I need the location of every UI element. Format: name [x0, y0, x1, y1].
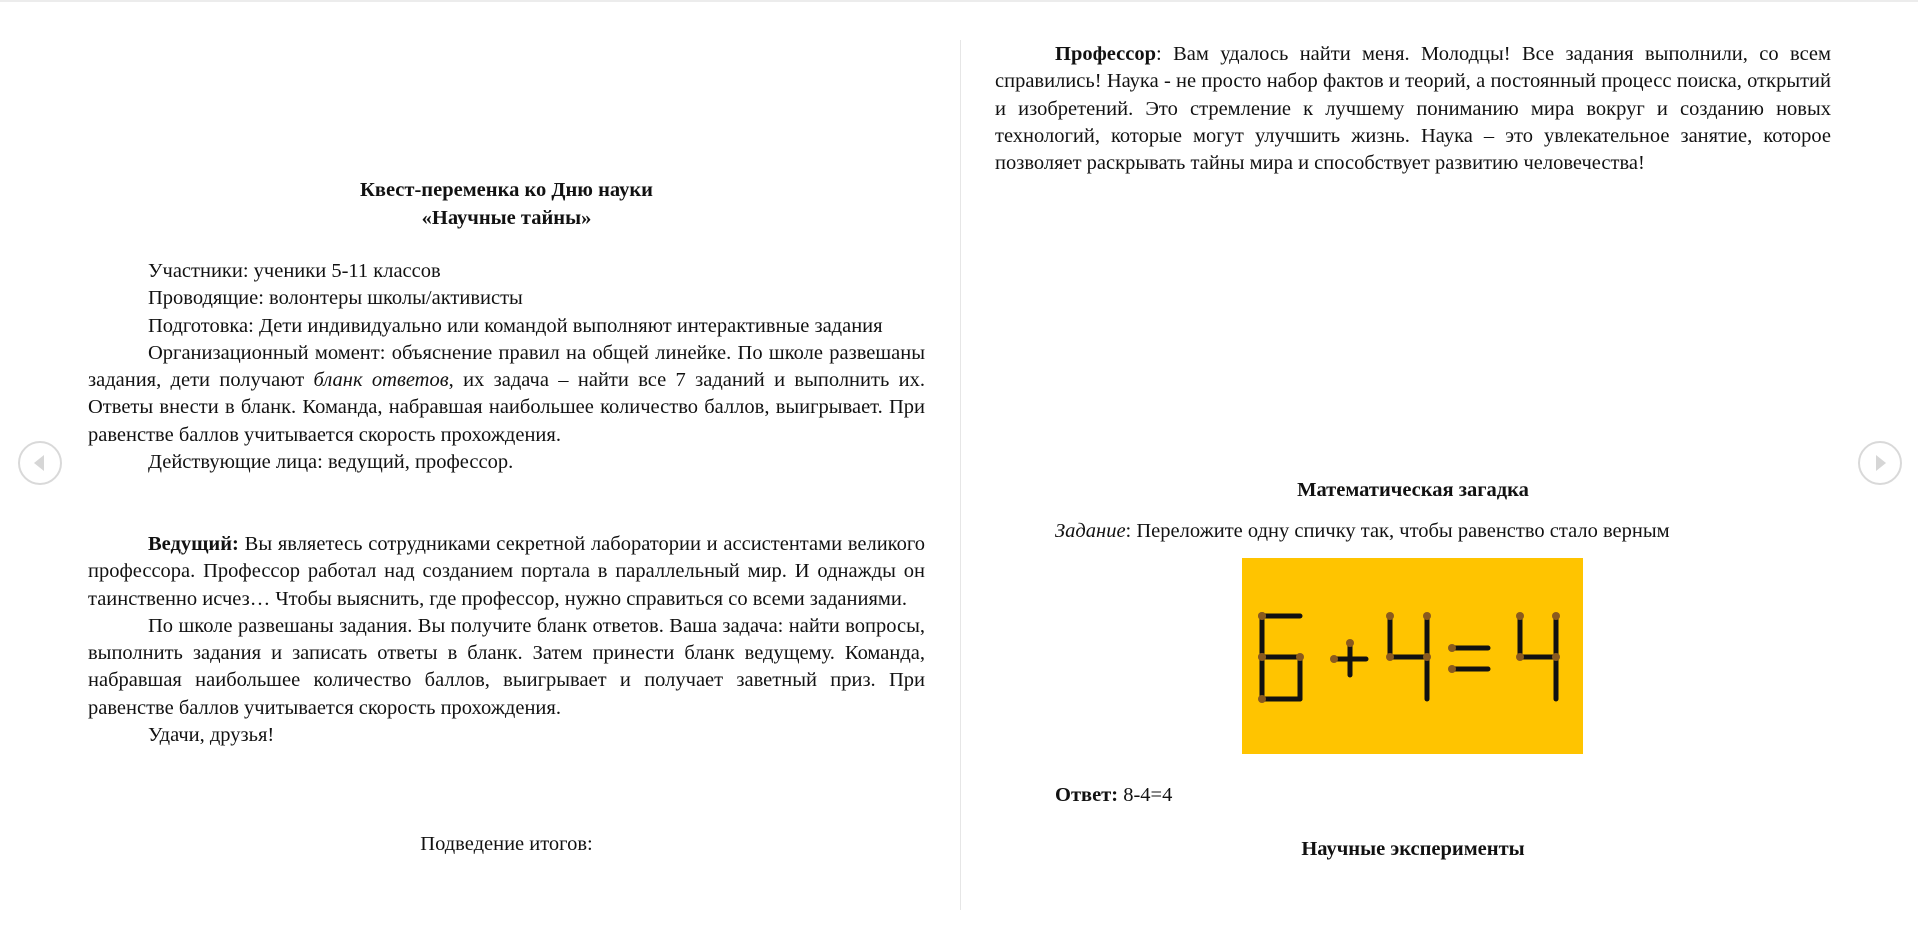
doc-title-line1: Квест-переменка ко Дню науки [360, 179, 653, 201]
chevron-left-icon [20, 443, 60, 483]
answer-sheet-term: бланк ответов [313, 369, 449, 392]
professor-paragraph [995, 41, 1831, 177]
match-head-16 [1516, 653, 1524, 661]
match-head-8 [1346, 639, 1354, 647]
match-head-12 [1423, 653, 1431, 661]
answer-label: Ответ: [1055, 784, 1119, 806]
math-riddle-heading: Математическая загадка [1297, 479, 1529, 501]
prev-page-button[interactable] [18, 441, 62, 485]
professor-text: : Вам удалось найти меня. Молодцы! Все задания выполнили, со всем справились! Наука - не просто набор фактов и теорий, а постоянный процесс поиска, открытий и изобретений. Это стремление к лучшему пониманию мира вокруг и созданию новых технологий, которые могут улучшить жизнь. Наука – это увлекательное занятие, которое позволяет раскрывать тайны мира и способствует развитию человечества! [995, 43, 1831, 175]
summary-heading: Подведение итогов: [420, 833, 593, 855]
good-luck-text: Удачи, друзья! [148, 724, 275, 747]
org-text-start: Организационный момент: объяснение правил на общей линейке. По школе развешаны задания, дети получают [88, 341, 925, 392]
match-head-5 [1258, 695, 1266, 703]
match-head-14 [1448, 665, 1456, 673]
host-paragraph [88, 531, 925, 613]
match-head-11 [1423, 612, 1431, 620]
doc-title-line2: «Научные тайны» [421, 207, 592, 229]
task-label: Задание [1055, 520, 1126, 542]
matchstick-puzzle-image [1242, 558, 1583, 754]
task-text: : Переложите одну спичку так, чтобы равенство стало верным [1125, 520, 1670, 542]
chevron-right-icon [1860, 443, 1900, 483]
org-text-end: , их задача – найти все 7 заданий и выполнить их. Ответы внести в бланк. Команда, набравшая наибольшее количество баллов, выигрывает. При равенстве баллов учитывается скорость прохождения. [88, 369, 925, 446]
match-head-2 [1258, 612, 1266, 620]
host-label: Ведущий: [148, 533, 239, 555]
experiments-heading: Научные эксперименты [1301, 838, 1525, 860]
answer-value: 8-4=4 [1118, 784, 1173, 806]
host-block [88, 531, 925, 749]
answer-paragraph [995, 782, 1831, 809]
match-head-15 [1516, 612, 1524, 620]
match-head-13 [1448, 644, 1456, 652]
task-paragraph [995, 518, 1831, 545]
preparation-text: Подготовка: Дети индивидуально или командой выполняют интерактивные задания [148, 314, 883, 337]
match-head-10 [1386, 653, 1394, 661]
match-head-6 [1296, 653, 1304, 661]
match-head-4 [1258, 653, 1266, 661]
top-border [0, 0, 1918, 2]
characters-text: Действующие лица: ведущий, профессор. [148, 451, 514, 474]
host-text: Вы являетесь сотрудниками секретной лаборатории и ассистентами великого профессора. Профессор работал над созданием портала в параллельный мир. И однажды он таинственно исчез… Чтобы выяснить, где профессор, нужно справиться со всеми заданиями. [88, 533, 925, 610]
next-page-button[interactable] [1858, 441, 1902, 485]
page-divider [960, 40, 961, 910]
match-head-9 [1386, 612, 1394, 620]
org-moment-paragraph [88, 340, 925, 449]
match-head-7 [1330, 655, 1338, 663]
hosts-text: Проводящие: волонтеры школы/активисты [148, 287, 523, 310]
match-head-17 [1552, 612, 1560, 620]
intro-block [88, 258, 925, 476]
match-head-18 [1552, 653, 1560, 661]
tasks-paragraph: По школе развешаны задания. Вы получите бланк ответов. Ваша задача: найти вопросы, выполнить задания и записать ответы в бланк. Затем принести бланк ведущему. Команда, набравшая наибольшее количество баллов, выигрывает и получает заветный приз. При равенстве баллов учитывается скорость прохождения. [88, 614, 925, 719]
participants-text: Участники: ученики 5-11 классов [148, 260, 441, 282]
professor-label: Профессор [1055, 43, 1156, 65]
